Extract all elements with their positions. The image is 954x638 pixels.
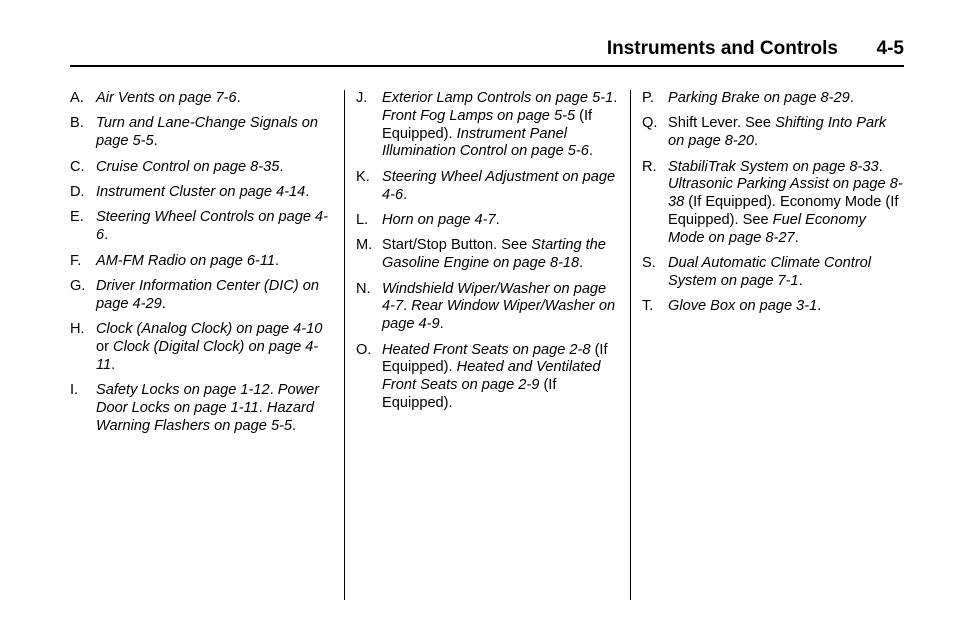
legend-text: . [258,399,267,416]
legend-item [70,253,332,271]
page-reference: Cruise Control on page 8-35 [96,158,280,175]
legend-letter: N. [356,280,371,297]
page-header [0,38,904,64]
legend-item [70,382,332,435]
legend-letter: P. [642,90,654,106]
legend-item [642,90,904,108]
legend-text: . [305,183,310,200]
page-reference: Heated and Ventilated Front Seats on page 2-9 [382,359,601,394]
page-reference: Safety Locks on page 1-12 [96,382,270,399]
page-reference: Driver Information Center (DIC) on page 4-29 [96,277,320,312]
page-reference: Horn on page 4-7 [382,211,496,228]
page-reference: Hazard Warning Flashers on page 5-5 [96,399,314,434]
legend-item [356,212,620,230]
page-reference: Steering Wheel Adjustment on page 4-6 [382,168,616,203]
legend-letter: A. [70,90,84,106]
page-reference: Ultrasonic Parking Assist on page 8-38 [668,176,903,211]
legend-text: . [878,158,883,175]
legend-letter: H. [70,321,85,338]
legend-text: . [236,90,241,106]
legend-text: . [269,382,278,399]
legend-text: . [403,298,412,315]
page-reference: Instrument Panel Illumination Control on page 5-6 [382,125,589,160]
legend-item [356,90,620,161]
legend-letter: S. [642,255,656,272]
legend-text: . [153,133,158,150]
page-reference: Fuel Economy Mode on page 8-27 [668,211,866,246]
legend-text: . [579,255,584,272]
legend-item [70,209,332,245]
legend-item [642,115,904,151]
legend-text: . [104,227,109,244]
page-reference: StabiliTrak System on page 8-33 [668,158,879,175]
column-divider [630,90,631,600]
legend-text: . [495,211,500,228]
legend-text: . [275,252,280,269]
page-reference: Clock (Analog Clock) on page 4-10 [96,321,323,338]
legend-item [70,278,332,314]
page-reference: Glove Box on page 3-1 [668,298,818,315]
legend-text: . [161,295,166,312]
legend-text: . [279,158,284,175]
legend-text: . [111,356,116,373]
page-reference: Air Vents on page 7-6 [96,90,237,106]
legend-letter: D. [70,183,85,200]
legend-text: . [798,272,803,289]
page-reference: Shifting Into Park on page 8-20 [668,115,887,150]
page-reference: Starting the Gasoline Engine on page 8-18 [382,237,606,272]
legend-letter: G. [70,277,86,294]
legend-text: or [96,338,114,355]
legend-column-3 [642,90,904,324]
legend-letter: O. [356,341,372,358]
legend-item [70,90,332,108]
page-reference: Power Door Locks on page 1-11 [96,382,320,416]
legend-text: (If Equipped). [382,341,608,376]
legend-item [70,321,332,374]
page-reference: Parking Brake on page 8-29 [668,90,850,106]
legend-letter: J. [356,90,368,106]
legend-text: . [794,229,799,246]
legend-item [356,237,620,273]
page-reference: Instrument Cluster on page 4-14 [96,183,306,200]
page-reference: Steering Wheel Controls on page 4-6 [96,209,329,244]
legend-column-2 [356,90,620,420]
legend-text: . [439,316,444,333]
legend-text: (If Equipped). [382,107,593,142]
legend-text: . [754,133,759,150]
legend-text: . [588,143,593,160]
legend-letter: Q. [642,115,658,132]
page-reference: Heated Front Seats on page 2-8 [382,341,591,358]
legend-text: . [613,90,618,106]
legend-letter: M. [356,237,373,254]
legend-text: (If Equipped). [382,377,557,411]
legend-column-1 [70,90,332,443]
legend-text: . [403,186,408,203]
legend-item [70,115,332,151]
legend-letter: L. [356,211,369,228]
legend-text: Start/Stop Button. See [382,237,532,254]
page-reference: Windshield Wiper/Washer on page 4-7 [382,280,607,315]
legend-item [70,184,332,202]
legend-letter: C. [70,158,85,175]
page-number: 4-5 [876,38,904,59]
legend-item [642,298,904,316]
legend-letter: T. [642,298,654,315]
page-reference: Rear Window Wiper/Washer on page 4-9 [382,298,616,333]
header-rule [70,65,904,67]
page-reference: Exterior Lamp Controls on page 5-1 [382,90,614,106]
legend-text: . [849,90,854,106]
page-reference: Front Fog Lamps on page 5-5 [382,107,576,124]
legend-item [356,169,620,205]
legend-letter: K. [356,168,370,185]
legend-letter: E. [70,209,84,226]
legend-letter: R. [642,158,657,175]
section-title: Instruments and Controls [606,38,838,59]
legend-item [356,342,620,413]
legend-item [356,281,620,334]
legend-text: Shift Lever. See [668,115,776,132]
legend-item [70,159,332,177]
legend-letter: B. [70,115,84,132]
page-reference: AM-FM Radio on page 6-11 [96,252,275,269]
legend-text: . [292,417,297,434]
legend-item [642,159,904,248]
column-divider [344,90,345,600]
legend-text: (If Equipped). Economy Mode (If Equipped). See [668,194,899,228]
legend-letter: F. [70,252,82,269]
legend-item [642,255,904,291]
legend-letter: I. [70,382,79,399]
legend-text: . [817,298,822,315]
page-reference: Turn and Lane-Change Signals on page 5-5 [96,115,319,150]
page-reference: Dual Automatic Climate Control System on page 7-1 [668,255,872,289]
page-reference: Clock (Digital Clock) on page 4-11 [96,338,319,373]
